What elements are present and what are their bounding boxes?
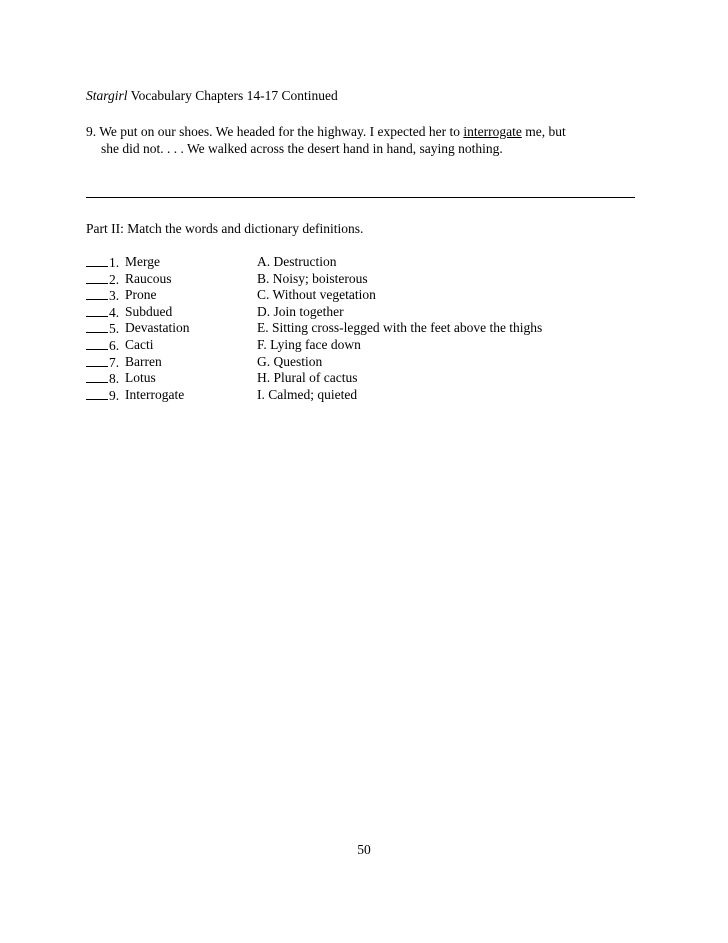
page-title xyxy=(86,88,338,104)
definition: D. Join together xyxy=(257,303,344,319)
definition: H. Plural of cactus xyxy=(257,370,358,386)
vocab-word: Interrogate xyxy=(125,386,185,402)
list-item xyxy=(86,337,646,354)
definition: C. Without vegetation xyxy=(257,287,376,303)
definition: I. Calmed; quieted xyxy=(257,386,358,402)
answer-blank[interactable] xyxy=(86,387,108,400)
answer-blank[interactable] xyxy=(86,320,108,333)
item-number: 5. xyxy=(109,321,120,337)
list-item xyxy=(86,370,646,387)
item-number: 4. xyxy=(109,304,120,320)
list-item xyxy=(86,320,646,337)
list-item xyxy=(86,304,646,321)
answer-blank[interactable] xyxy=(86,370,108,383)
definition: G. Question xyxy=(257,353,323,369)
vocab-word: Lotus xyxy=(125,370,156,386)
title-rest: Vocabulary Chapters 14-17 Continued xyxy=(127,88,338,103)
answer-line[interactable] xyxy=(86,197,635,198)
question-9-text-end: me, but xyxy=(521,124,566,139)
matching-list xyxy=(86,254,646,403)
vocab-word: Devastation xyxy=(125,320,190,336)
question-9-line-2: she did not. . . . We walked across the desert hand in hand, saying nothing. xyxy=(101,141,503,156)
item-number: 9. xyxy=(109,387,120,403)
answer-blank[interactable] xyxy=(86,287,108,300)
answer-blank[interactable] xyxy=(86,337,108,350)
answer-blank[interactable] xyxy=(86,354,108,367)
definition: F. Lying face down xyxy=(257,336,361,352)
vocab-word: Merge xyxy=(125,254,160,269)
answer-blank[interactable] xyxy=(86,304,108,317)
item-number: 3. xyxy=(109,288,120,304)
vocab-word: Raucous xyxy=(125,270,172,286)
vocab-word: Subdued xyxy=(125,303,173,319)
list-item xyxy=(86,287,646,304)
item-number: 7. xyxy=(109,354,120,370)
question-9 xyxy=(86,123,566,157)
item-number: 8. xyxy=(109,371,120,387)
vocab-word: Prone xyxy=(125,287,157,303)
question-9-text-start: 9. We put on our shoes. We headed for the highway. I expected her to xyxy=(86,124,464,139)
page-number-text: 50 xyxy=(357,842,371,857)
definition: A. Destruction xyxy=(257,254,337,269)
answer-blank[interactable] xyxy=(86,254,108,267)
item-number: 6. xyxy=(109,337,120,353)
definition: E. Sitting cross-legged with the feet above the thighs xyxy=(257,320,543,336)
vocab-word: Barren xyxy=(125,353,162,369)
definition: B. Noisy; boisterous xyxy=(257,270,368,286)
list-item xyxy=(86,354,646,371)
underlined-vocab-word: interrogate xyxy=(463,124,522,139)
book-title: Stargirl xyxy=(86,88,128,103)
page-number xyxy=(0,842,728,858)
item-number: 1. xyxy=(109,255,120,270)
item-number: 2. xyxy=(109,271,120,287)
part-2-heading: Part II: Match the words and dictionary definitions. xyxy=(86,221,364,236)
vocab-word: Cacti xyxy=(125,336,154,352)
list-item xyxy=(86,254,646,271)
list-item xyxy=(86,271,646,288)
answer-blank[interactable] xyxy=(86,271,108,284)
list-item xyxy=(86,387,646,404)
